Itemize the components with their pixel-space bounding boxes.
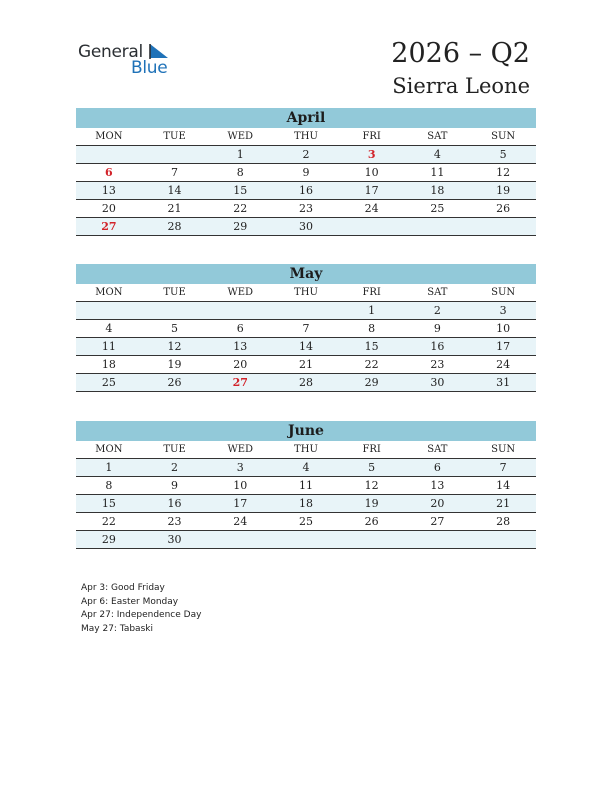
day-cell: 29 [76, 531, 142, 549]
week-row [76, 513, 536, 531]
weekday-header: WED [207, 128, 273, 146]
day-cell: 15 [207, 182, 273, 200]
day-cell: 8 [339, 320, 405, 338]
day-cell: 28 [142, 218, 208, 236]
weekday-header: SAT [405, 284, 471, 302]
day-cell: 18 [405, 182, 471, 200]
day-cell: 14 [142, 182, 208, 200]
weekday-header: SAT [405, 128, 471, 146]
weekday-header: THU [273, 128, 339, 146]
day-cell: 5 [142, 320, 208, 338]
empty-day-cell [405, 218, 471, 236]
day-cell: 23 [142, 513, 208, 531]
month-may [76, 264, 536, 392]
day-cell: 18 [273, 495, 339, 513]
empty-day-cell [207, 531, 273, 549]
day-cell: 12 [339, 477, 405, 495]
month-table [76, 128, 536, 236]
logo-blue-text: Blue [131, 58, 168, 78]
day-cell: 1 [76, 459, 142, 477]
day-cell: 19 [470, 182, 536, 200]
day-cell: 24 [207, 513, 273, 531]
day-cell: 31 [470, 374, 536, 392]
day-cell: 23 [405, 356, 471, 374]
day-cell: 16 [405, 338, 471, 356]
day-cell: 6 [207, 320, 273, 338]
week-row [76, 200, 536, 218]
day-cell: 13 [76, 182, 142, 200]
day-cell: 24 [470, 356, 536, 374]
day-cell: 13 [207, 338, 273, 356]
week-row [76, 374, 536, 392]
day-cell: 26 [470, 200, 536, 218]
logo-flag-icon [148, 44, 170, 60]
weekday-header: TUE [142, 128, 208, 146]
empty-day-cell [76, 302, 142, 320]
day-cell: 3 [207, 459, 273, 477]
day-cell: 27 [76, 218, 142, 236]
day-cell: 9 [273, 164, 339, 182]
day-cell: 28 [273, 374, 339, 392]
weekday-header: THU [273, 441, 339, 459]
month-title: June [76, 421, 536, 441]
day-cell: 25 [76, 374, 142, 392]
week-row [76, 218, 536, 236]
day-cell: 29 [339, 374, 405, 392]
day-cell: 21 [273, 356, 339, 374]
day-cell: 1 [339, 302, 405, 320]
week-row [76, 320, 536, 338]
empty-day-cell [339, 218, 405, 236]
day-cell: 30 [405, 374, 471, 392]
day-cell: 4 [405, 146, 471, 164]
day-cell: 21 [142, 200, 208, 218]
day-cell: 4 [273, 459, 339, 477]
weekday-header: WED [207, 284, 273, 302]
weekday-header: MON [76, 128, 142, 146]
day-cell: 10 [339, 164, 405, 182]
week-row [76, 146, 536, 164]
weekday-header: TUE [142, 284, 208, 302]
day-cell: 30 [142, 531, 208, 549]
month-title: April [76, 108, 536, 128]
empty-day-cell [339, 531, 405, 549]
weekday-header: THU [273, 284, 339, 302]
day-cell: 11 [76, 338, 142, 356]
week-row [76, 531, 536, 549]
empty-day-cell [142, 146, 208, 164]
day-cell: 11 [273, 477, 339, 495]
day-cell: 10 [207, 477, 273, 495]
day-cell: 10 [470, 320, 536, 338]
day-cell: 6 [405, 459, 471, 477]
day-cell: 28 [470, 513, 536, 531]
weekday-header: SUN [470, 128, 536, 146]
day-cell: 13 [405, 477, 471, 495]
day-cell: 17 [470, 338, 536, 356]
weekday-header: FRI [339, 441, 405, 459]
holiday-note: Apr 3: Good Friday [81, 583, 165, 593]
day-cell: 2 [273, 146, 339, 164]
day-cell: 15 [76, 495, 142, 513]
holiday-notes [81, 582, 201, 636]
day-cell: 20 [405, 495, 471, 513]
day-cell: 20 [76, 200, 142, 218]
day-cell: 9 [405, 320, 471, 338]
day-cell: 17 [207, 495, 273, 513]
week-row [76, 477, 536, 495]
day-cell: 17 [339, 182, 405, 200]
weekday-header: FRI [339, 128, 405, 146]
empty-day-cell [76, 146, 142, 164]
empty-day-cell [273, 531, 339, 549]
day-cell: 5 [470, 146, 536, 164]
weekday-header: WED [207, 441, 273, 459]
day-cell: 21 [470, 495, 536, 513]
weekday-header: TUE [142, 441, 208, 459]
day-cell: 25 [405, 200, 471, 218]
empty-day-cell [207, 302, 273, 320]
day-cell: 12 [470, 164, 536, 182]
week-row [76, 164, 536, 182]
holiday-note: Apr 6: Easter Monday [81, 596, 179, 607]
month-april [76, 108, 536, 236]
page-title: 2026 – Q2 [391, 38, 530, 69]
day-cell: 7 [470, 459, 536, 477]
empty-day-cell [470, 531, 536, 549]
day-cell: 26 [142, 374, 208, 392]
day-cell: 3 [470, 302, 536, 320]
week-row [76, 302, 536, 320]
weekday-header: SAT [405, 441, 471, 459]
day-cell: 2 [142, 459, 208, 477]
day-cell: 22 [76, 513, 142, 531]
month-june [76, 421, 536, 549]
day-cell: 12 [142, 338, 208, 356]
logo-general-text: General [78, 42, 143, 62]
day-cell: 14 [470, 477, 536, 495]
day-cell: 3 [339, 146, 405, 164]
day-cell: 27 [405, 513, 471, 531]
week-row [76, 338, 536, 356]
month-title: May [76, 264, 536, 284]
weekday-header: SUN [470, 441, 536, 459]
day-cell: 2 [405, 302, 471, 320]
weekday-header: MON [76, 284, 142, 302]
country-name: Sierra Leone [392, 74, 530, 98]
empty-day-cell [142, 302, 208, 320]
day-cell: 27 [207, 374, 273, 392]
day-cell: 22 [207, 200, 273, 218]
day-cell: 26 [339, 513, 405, 531]
month-table [76, 441, 536, 549]
day-cell: 15 [339, 338, 405, 356]
day-cell: 7 [273, 320, 339, 338]
day-cell: 6 [76, 164, 142, 182]
day-cell: 9 [142, 477, 208, 495]
day-cell: 4 [76, 320, 142, 338]
day-cell: 5 [339, 459, 405, 477]
holiday-note: May 27: Tabaski [81, 623, 153, 634]
empty-day-cell [470, 218, 536, 236]
generalblue-logo [78, 42, 178, 82]
weekday-header: FRI [339, 284, 405, 302]
day-cell: 19 [142, 356, 208, 374]
holiday-note: Apr 27: Independence Day [81, 610, 202, 620]
day-cell: 24 [339, 200, 405, 218]
month-table [76, 284, 536, 392]
weekday-header: SUN [470, 284, 536, 302]
day-cell: 29 [207, 218, 273, 236]
day-cell: 23 [273, 200, 339, 218]
day-cell: 20 [207, 356, 273, 374]
day-cell: 22 [339, 356, 405, 374]
week-row [76, 495, 536, 513]
day-cell: 16 [273, 182, 339, 200]
week-row [76, 356, 536, 374]
day-cell: 19 [339, 495, 405, 513]
day-cell: 11 [405, 164, 471, 182]
day-cell: 16 [142, 495, 208, 513]
week-row [76, 182, 536, 200]
day-cell: 14 [273, 338, 339, 356]
weekday-header: MON [76, 441, 142, 459]
day-cell: 1 [207, 146, 273, 164]
day-cell: 30 [273, 218, 339, 236]
day-cell: 8 [207, 164, 273, 182]
empty-day-cell [405, 531, 471, 549]
day-cell: 7 [142, 164, 208, 182]
empty-day-cell [273, 302, 339, 320]
day-cell: 8 [76, 477, 142, 495]
day-cell: 25 [273, 513, 339, 531]
week-row [76, 459, 536, 477]
day-cell: 18 [76, 356, 142, 374]
